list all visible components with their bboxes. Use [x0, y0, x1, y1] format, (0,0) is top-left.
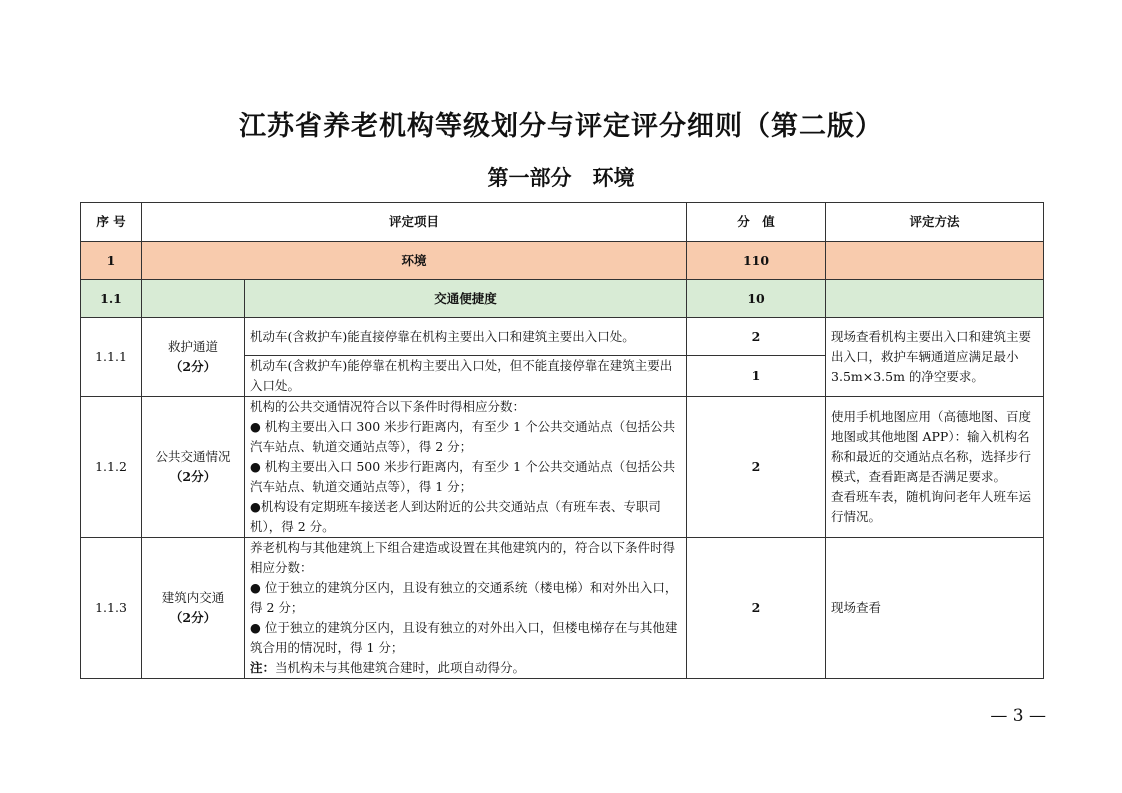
level1-method: [826, 242, 1044, 280]
item-line: 机构的公共交通情况符合以下条件时得相应分数：: [250, 399, 526, 414]
page-number: — 3 —: [990, 706, 1046, 726]
section-title: 第一部分 环境: [487, 166, 635, 190]
level2-blank: [142, 280, 245, 318]
note-label: 注：: [250, 660, 276, 675]
row-seq: 1.1.1: [81, 318, 142, 397]
table-header-row: [81, 203, 1044, 242]
header-item: 评定项目: [142, 203, 687, 242]
row-method: 现场查看: [826, 538, 1044, 679]
category-points: （2分）: [169, 469, 217, 484]
row-item: [245, 538, 687, 679]
item-line: ● 位于独立的建筑分区内，且设有独立的交通系统（楼电梯）和对外出入口，得 2 分；: [250, 580, 678, 615]
row-item: 机动车(含救护车)能停靠在机构主要出入口处，但不能直接停靠在建筑主要出入口处。: [245, 356, 687, 397]
category-label: 救护通道: [167, 339, 218, 354]
category-label: 建筑内交通: [161, 590, 225, 605]
level1-name: 环境: [142, 242, 687, 280]
row-category: [142, 397, 245, 538]
level2-name: 交通便捷度: [245, 280, 687, 318]
item-line: ● 位于独立的建筑分区内，且设有独立的对外出入口，但楼电梯存在与其他建筑合用的情况时，得 1 分；: [250, 620, 678, 655]
item-line: ●机构设有定期班车接送老人到达附近的公共交通站点（有班车表、专职司机），得 2 分。: [250, 499, 661, 534]
level1-row: [81, 242, 1044, 280]
level1-score: 110: [687, 242, 826, 280]
scoring-table: [80, 202, 1044, 679]
item-line: 养老机构与其他建筑上下组合建造或设置在其他建筑内的，符合以下条件时得相应分数：: [250, 540, 676, 575]
category-points: （2分）: [169, 359, 217, 374]
row-category: [142, 538, 245, 679]
item-line: ● 机构主要出入口 500 米步行距离内，有至少 1 个公共交通站点（包括公共汽车站点、轨道交通站点等），得 1 分；: [250, 459, 676, 494]
header-seq: 序 号: [81, 203, 142, 242]
row-score: 1: [687, 356, 826, 397]
row-method: 现场查看机构主要出入口和建筑主要出入口，救护车辆通道应满足最小 3.5m×3.5m 的净空要求。: [826, 318, 1044, 397]
category-points: （2分）: [169, 610, 217, 625]
level2-seq: 1.1: [81, 280, 142, 318]
row-category: [142, 318, 245, 397]
row-seq: 1.1.3: [81, 538, 142, 679]
row-score: 2: [687, 397, 826, 538]
table-row: [81, 397, 1044, 538]
level2-row: [81, 280, 1044, 318]
header-score: 分 值: [687, 203, 826, 242]
note-text: 当机构未与其他建筑合建时，此项自动得分。: [275, 660, 526, 675]
row-item: 机动车(含救护车)能直接停靠在机构主要出入口和建筑主要出入口处。: [245, 318, 687, 356]
row-item: [245, 397, 687, 538]
document-title: 江苏省养老机构等级划分与评定评分细则（第二版）: [239, 111, 883, 142]
item-line: ● 机构主要出入口 300 米步行距离内，有至少 1 个公共交通站点（包括公共汽车站点、轨道交通站点等），得 2 分；: [250, 419, 676, 454]
row-score: 2: [687, 318, 826, 356]
row-seq: 1.1.2: [81, 397, 142, 538]
row-score: 2: [687, 538, 826, 679]
header-method: 评定方法: [826, 203, 1044, 242]
category-label: 公共交通情况: [155, 449, 231, 464]
table-row: [81, 538, 1044, 679]
table-row: [81, 318, 1044, 356]
level2-score: 10: [687, 280, 826, 318]
method-line: 查看班车表，随机询问老年人班车运行情况。: [831, 489, 1032, 524]
method-line: 使用手机地图应用（高德地图、百度地图或其他地图 APP）：输入机构名称和最近的交通站点名称，选择步行模式，查看距离是否满足要求。: [831, 409, 1032, 484]
level1-seq: 1: [81, 242, 142, 280]
row-method: [826, 397, 1044, 538]
level2-method: [826, 280, 1044, 318]
item-note: [250, 658, 681, 678]
